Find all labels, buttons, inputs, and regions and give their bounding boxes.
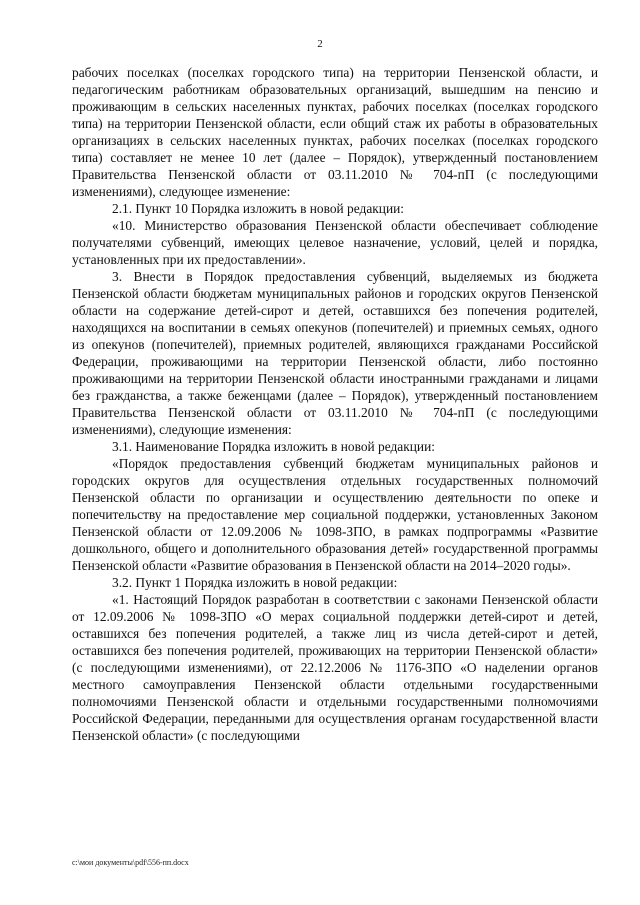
paragraph-3-1: 3.1. Наименование Порядка изложить в новой редакции: xyxy=(112,439,435,454)
document-body xyxy=(72,64,598,744)
page-number: 2 xyxy=(317,38,323,50)
paragraph-3: 3. Внести в Порядок предоставления субвенций, выделяемых из бюджета Пензенской области бюджетам муниципальных районов и городских округов Пензенской области на содержание детей-сирот и детей, оставшихся без попечения родителей, находящихся на воспитании в семьях опекунов (попечителей) и приемных семьях, одного из опекунов (попечителей), приемных родителей, являющихся гражданами Российской Федерации, проживающими на территории Пензенской области, либо постоянно проживающими на территории Пензенской области иностранными гражданами и лицами без гражданства, а также беженцами (далее – Порядок), утвержденный постановлением Правительства Пензенской области от 03.11.2010 № 704-пП (с последующими изменениями), следующие изменения: xyxy=(72,269,598,437)
paragraph-2-1: 2.1. Пункт 10 Порядка изложить в новой редакции: xyxy=(112,201,404,216)
paragraph-continuation: рабочих поселках (поселках городского типа) на территории Пензенской области, и педагогическим работникам образовательных организаций, вышедшим на пенсию и проживающим в сельских населенных пунктах, рабочих поселках (поселках городского типа) на территории Пензенской области, если общий стаж их работы в образовательных организациях в сельских населенных пунктах, рабочих поселках (поселках городского типа) составляет не менее 10 лет (далее – Порядок), утвержденный постановлением Правительства Пензенской области от 03.11.2010 № 704-пП (с последующими изменениями), следующее изменение: xyxy=(72,65,598,199)
paragraph-3-2: 3.2. Пункт 1 Порядка изложить в новой редакции: xyxy=(112,575,398,590)
paragraph-quote-1: «1. Настоящий Порядок разработан в соответствии с законами Пензенской области от 12.09.2006 № 1098-ЗПО «О мерах социальной поддержки детей-сирот и детей, оставшихся без попечения родителей, а также лиц из числа детей-сирот и детей, оставшихся без попечения родителей, проживающих на территории Пензенской области» (с последующими изменениями), от 22.12.2006 № 1176-ЗПО «О наделении органов местного самоуправления Пензенской области отдельными государственными полномочиями Пензенской области и отдельными государственными полномочиями Российской Федерации, переданными для осуществления органам государственной власти Пензенской области» (с последующими xyxy=(72,592,598,743)
paragraph-quote-10: «10. Министерство образования Пензенской области обеспечивает соблюдение получателями субвенций, имеющих целевое назначение, условий, целей и порядка, установленных при их предоставлении». xyxy=(72,218,598,267)
paragraph-quote-title: «Порядок предоставления субвенций бюджетам муниципальных районов и городских округов для осуществления отдельных государственных полномочий Пензенской области по организации и осуществлению деятельности по опеке и попечительству на предоставление мер социальной поддержки, установленных Законом Пензенской области от 12.09.2006 № 1098-ЗПО, в рамках подпрограммы «Развитие дошкольного, общего и дополнительного образования детей» государственной программы Пензенской области «Развитие образования в Пензенской области на 2014–2020 годы». xyxy=(72,456,598,573)
footer-file-path: c:\мои документы\pdf\556-пп.docx xyxy=(72,858,189,867)
